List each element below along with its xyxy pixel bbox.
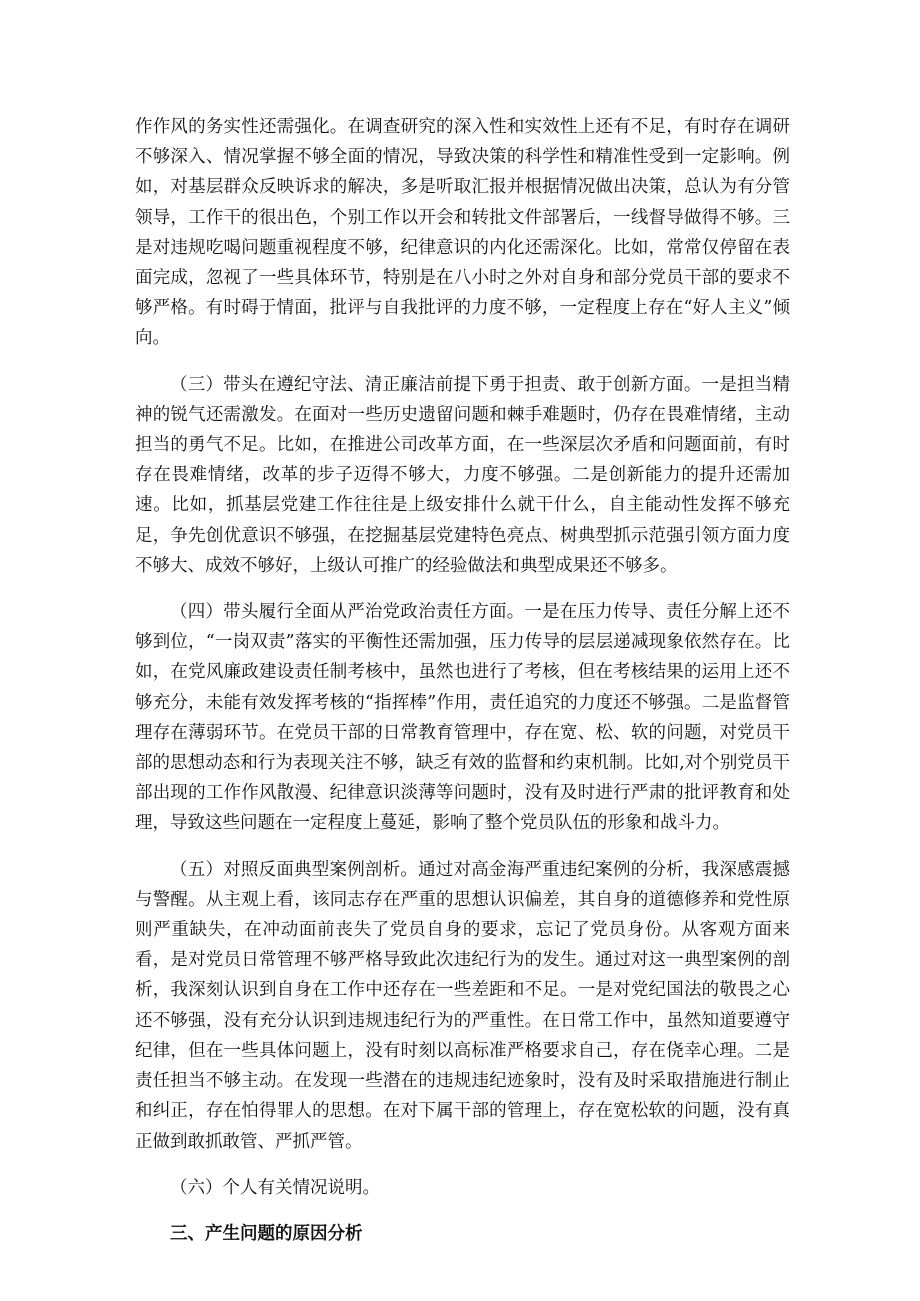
paragraph-section-5: （五）对照反面典型案例剖析。通过对高金海严重违纪案例的分析，我深感震撼与警醒。从主观上看，该同志存在严重的思想认识偏差，其自身的道德修养和党性原则严重缺失，在冲动面前丧失了党员自身的要求，忘记了党员身份。从客观方面来看，是对党员日常管理不够严格导致此次违纪行为的发生。通过对这一典型案例的剖析，我深刻认识到自身在工作中还存在一些差距和不足。一是对党纪国法的敬畏之心还不够强，没有充分认识到违规违纪行为的严重性。在日常工作中，虽然知道要遵守纪律，但在一些具体问题上，没有时刻以高标准严格要求自己，存在侥幸心理。二是责任担当不够主动。在发现一些潜在的违规违纪迹象时，没有及时采取措施进行制止和纠正，存在怕得罪人的思想。在对下属干部的管理上，存在宽松软的问题，没有真正做到敢抓敢管、严抓严管。	[135, 859, 790, 1152]
paragraph-section-4: （四）带头履行全面从严治党政治责任方面。一是在压力传导、责任分解上还不够到位，“一岗双责”落实的平衡性还需加强，压力传导的层层递减现象依然存在。比如，在党风廉政建设责任制考核中，虽然也进行了考核，但在考核结果的运用上还不够充分，未能有效发挥考核的“指挥棒”作用，责任追究的力度还不够强。二是监督管理存在薄弱环节。在党员干部的日常教育管理中，存在宽、松、软的问题，对党员干部的思想动态和行为表现关注不够，缺乏有效的监督和约束机制。比如,对个别党员干部出现的工作作风散漫、纪律意识淡薄等问题时，没有及时进行严肃的批评教育和处理，导致这些问题在一定程度上蔓延，影响了整个党员队伍的形象和战斗力。	[135, 602, 790, 834]
paragraph-section-3: （三）带头在遵纪守法、清正廉洁前提下勇于担责、敢于创新方面。一是担当精神的锐气还需激发。在面对一些历史遗留问题和棘手难题时，仍存在畏难情绪，主动担当的勇气不足。比如，在推进公司改革方面，在一些深层次矛盾和问题面前，有时存在畏难情绪，改革的步子迈得不够大，力度不够强。二是创新能力的提升还需加速。比如，抓基层党建工作往往是上级安排什么就干什么，自主能动性发挥不够充足，争先创优意识不够强，在挖掘基层党建特色亮点、树典型抓示范强引领方面力度不够大、成效不够好，上级认可推广的经验做法和典型成果还不够多。	[135, 374, 790, 576]
paragraph-section-6: （六）个人有关情况说明。	[170, 1177, 380, 1198]
section-heading: 三、产生问题的原因分析	[170, 1223, 363, 1244]
document-body	[135, 112, 790, 1249]
paragraph-continuation: 作作风的务实性还需强化。在调查研究的深入性和实效性上还有不足，有时存在调研不够深入、情况掌握不够全面的情况，导致决策的科学性和精准性受到一定影响。例如，对基层群众反映诉求的解决，多是听取汇报并根据情况做出决策，总认为有分管领导，工作干的很出色，个别工作以开会和转批文件部署后，一线督导做得不够。三是对违规吃喝问题重视程度不够，纪律意识的内化还需深化。比如，常常仅停留在表面完成，忽视了一些具体环节，特别是在八小时之外对自身和部分党员干部的要求不够严格。有时碍于情面，批评与自我批评的力度不够，一定程度上存在“好人主义”倾向。	[135, 117, 790, 349]
